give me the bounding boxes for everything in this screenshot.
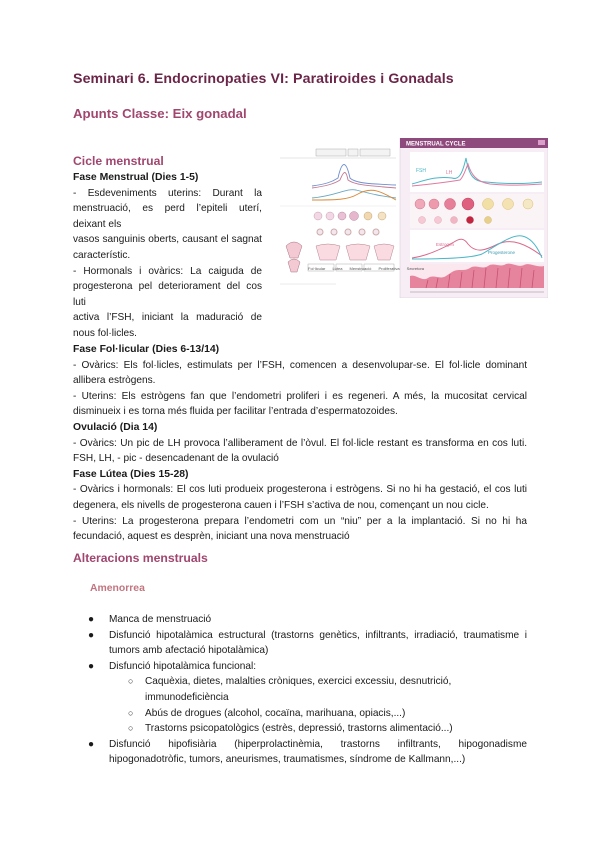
phase-label: Menstruació [349,266,372,271]
section-heading-alteracions: Alteracions menstruals [73,551,208,565]
list-item: ● Manca de menstruació [73,612,527,628]
estrogen-label: Estrogen [436,242,455,247]
list-item: ● Disfunció hipotalàmica funcional: [73,659,527,675]
ovulacio-paragraph-1: - Ovàrics: Un pic de LH provoca l’alliberament de l’òvul. El fol·licle restant es transforma en cos luti. FSH, LH, - pic - desencadenant de la ovulació [73,437,527,465]
hollow-bullet-icon: ○ [128,676,134,687]
lh-label: LH [446,170,453,176]
hollow-bullet-icon: ○ [128,723,134,734]
menstrual-cycle-chart [400,138,548,298]
document-title: Seminari 6. Endocrinopaties VI: Paratiroides i Gonadals [73,71,454,87]
cicle-menstrual-text-narrow [73,170,262,342]
fase-menstrual-paragraph-2a: - Hormonals i ovàrics: La caiguda de progesterona pel deteriorament del cos luti [73,265,262,308]
fase-lutea-heading: Fase Lútea (Dies 15-28) [73,468,189,480]
fase-folicular-paragraph-1: - Ovàrics: Els fol·licles, estimulats per l’FSH, comencen a desenvolupar-se. El fol·licle dominant allibera estrògens. [73,359,527,387]
bullet-icon: ● [88,738,95,750]
phase-label: Proliferativa [378,266,400,271]
fase-menstrual-paragraph-2b: activa l’FSH, iniciant la maduració de nous fol·licles. [73,312,262,339]
section-heading-cicle-menstrual: Cicle menstrual [73,154,164,168]
bullet-icon: ● [88,629,95,641]
list-item: ● Disfunció hipotalàmica estructural (trastorns genètics, infiltrants, irradiació, traumatisme i tumors amb afectació hipotalàmica) [88,629,527,657]
sublist-item: ○ Abús de drogues (alcohol, cocaïna, marihuana, opiacis,...) [73,706,527,722]
bullet-icon: ● [88,614,95,625]
fase-menstrual-paragraph-1a: - Esdeveniments uterins: Durant la menstruació, es perd l’epiteli uterí, deixant els [73,187,262,230]
hollow-bullet-icon: ○ [128,707,134,718]
chart-header: MENSTRUAL CYCLE [406,141,466,148]
fase-folicular-paragraph-2: - Uterins: Els estrògens fan que l’endometri proliferi i es regeneri. A més, la mucositat cervical disminueix i es torna més fluida per facilitar l’entrada d’espermatozoides. [73,390,527,418]
phase-labels-row [308,266,424,271]
menstrual-cycle-figure [276,138,548,298]
fase-folicular-heading: Fase Fol·licular (Dies 6-13/14) [73,344,220,355]
progesterone-label: Progesterone [488,250,516,255]
cicle-menstrual-text-wide [73,342,527,545]
document-subtitle: Apunts Classe: Eix gonadal [73,106,247,121]
phase-label: Lútea [332,266,343,271]
amenorrea-list [73,612,527,768]
fase-menstrual-paragraph-1b: vasos sanguinis oberts, causant el sagnat característic. [73,234,262,261]
sublist-item: ○ Trastorns psicopatològics (estrès, depressió, trastorns alimentació...) [73,721,527,737]
cycle-diagram-left-panel [276,146,398,286]
bullet-icon: ● [88,660,95,672]
phase-label: Fol·licular [308,266,326,271]
fsh-label: FSH [416,168,426,174]
sublist-item: ○ Caquèxia, dietes, malalties cròniques, exercici excessiu, desnutrició, immunodeficiència [128,676,452,703]
phase-label: Secretora [406,266,424,271]
subsection-heading-amenorrea: Amenorrea [90,583,145,594]
fase-lutea-paragraph-2: - Uterins: La progesterona prepara l’endometri com un “niu” per a la implantació. Si no hi ha fecundació, aquest es desprèn, iniciant una nova menstruació [73,515,527,543]
fase-lutea-paragraph-1: - Ovàrics i hormonals: El cos luti produeix progesterona i estrògens. Si no hi ha gestació, el cos luti degenera, els nivells de progesterona cauen i l’FSH s’activa de nou, començant un nou cicle. [73,484,527,511]
ovulacio-heading: Ovulació (Dia 14) [73,421,158,433]
list-item: ● Disfunció hipofisiària (hiperprolactinèmia, trastorns infiltrants, hipogonadisme hipogonadotròfic, tumors, aneurismes, traumatismes, síndrome de Kallmann,...) [88,738,527,766]
fase-menstrual-heading: Fase Menstrual (Dies 1-5) [73,172,199,183]
